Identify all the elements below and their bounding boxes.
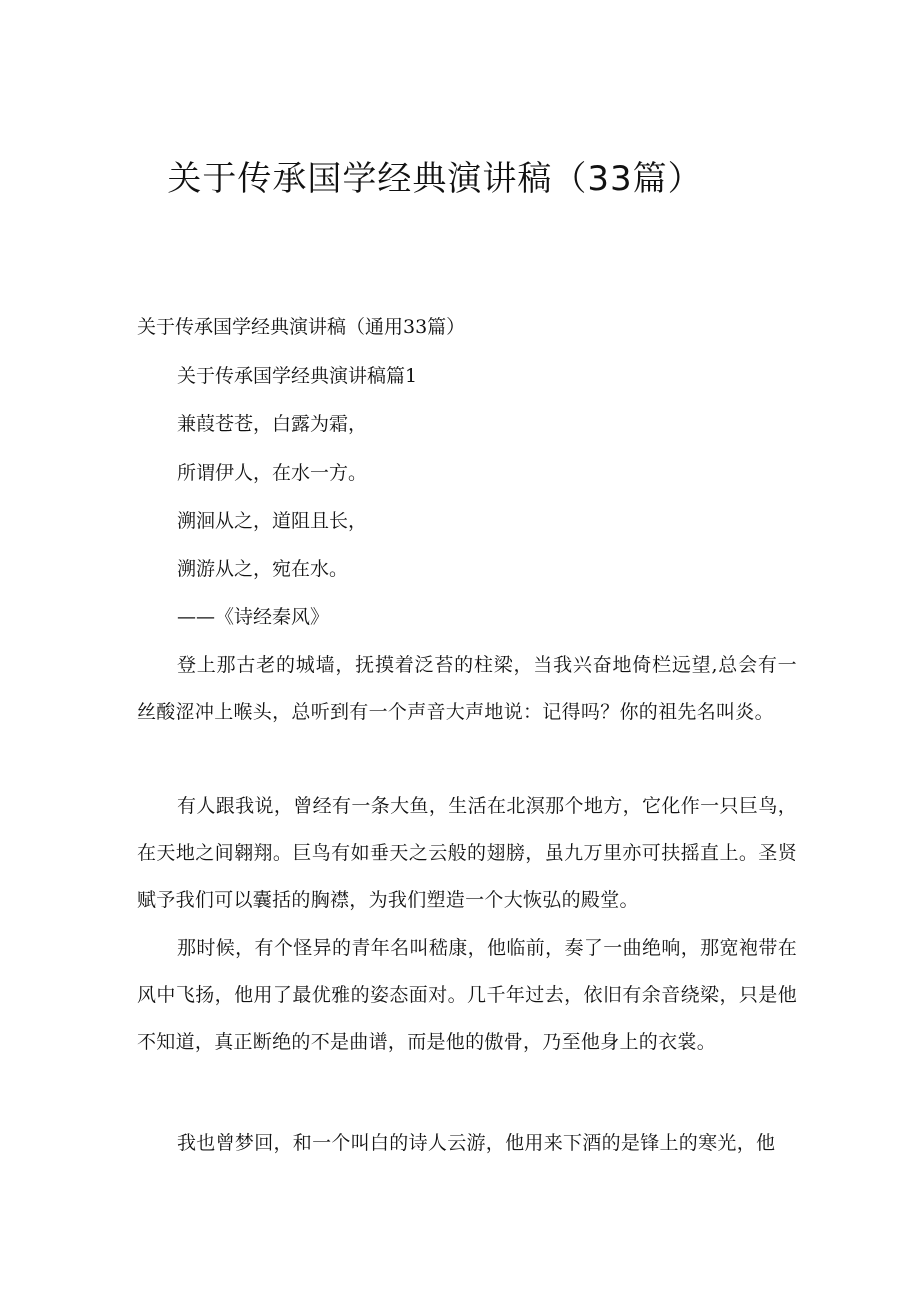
body-paragraph: 我也曾梦回，和一个叫白的诗人云游，他用来下酒的是锋上的寒光，他: [177, 1132, 776, 1154]
poem-line: 溯游从之，宛在水。: [177, 558, 349, 580]
document-title: 关于传承国学经典演讲稿（33篇）: [167, 159, 703, 199]
body-paragraph: 登上那古老的城墙，抚摸着泛苔的柱梁，当我兴奋地倚栏远望,总会有一丝酸涩冲上喉头，总听到有一个声音大声地说：记得吗？你的祖先名叫炎。: [137, 654, 797, 723]
document-subtitle: 关于传承国学经典演讲稿（通用33篇）: [137, 316, 466, 338]
body-paragraph: 那时候，有个怪异的青年名叫嵇康，他临前，奏了一曲绝响，那宽袍带在风中飞扬，他用了最优雅的姿态面对。几千年过去，依旧有余音绕梁，只是他不知道，真正断绝的不是曲谱，而是他的傲骨，乃至他身上的衣裳。: [137, 937, 797, 1053]
poem-attribution: ——《诗经秦风》: [177, 606, 330, 628]
section-heading: 关于传承国学经典演讲稿篇1: [177, 365, 418, 387]
poem-line: 所谓伊人，在水一方。: [177, 462, 368, 484]
body-paragraph: 有人跟我说，曾经有一条大鱼，生活在北溟那个地方，它化作一只巨鸟，在天地之间翱翔。巨鸟有如垂天之云般的翅膀，虽九万里亦可扶摇直上。圣贤赋予我们可以囊括的胸襟，为我们塑造一个大恢弘的殿堂。: [137, 795, 797, 911]
poem-line: 溯洄从之，道阻且长，: [177, 510, 368, 532]
poem-line: 兼葭苍苍，白露为霜，: [177, 413, 368, 435]
